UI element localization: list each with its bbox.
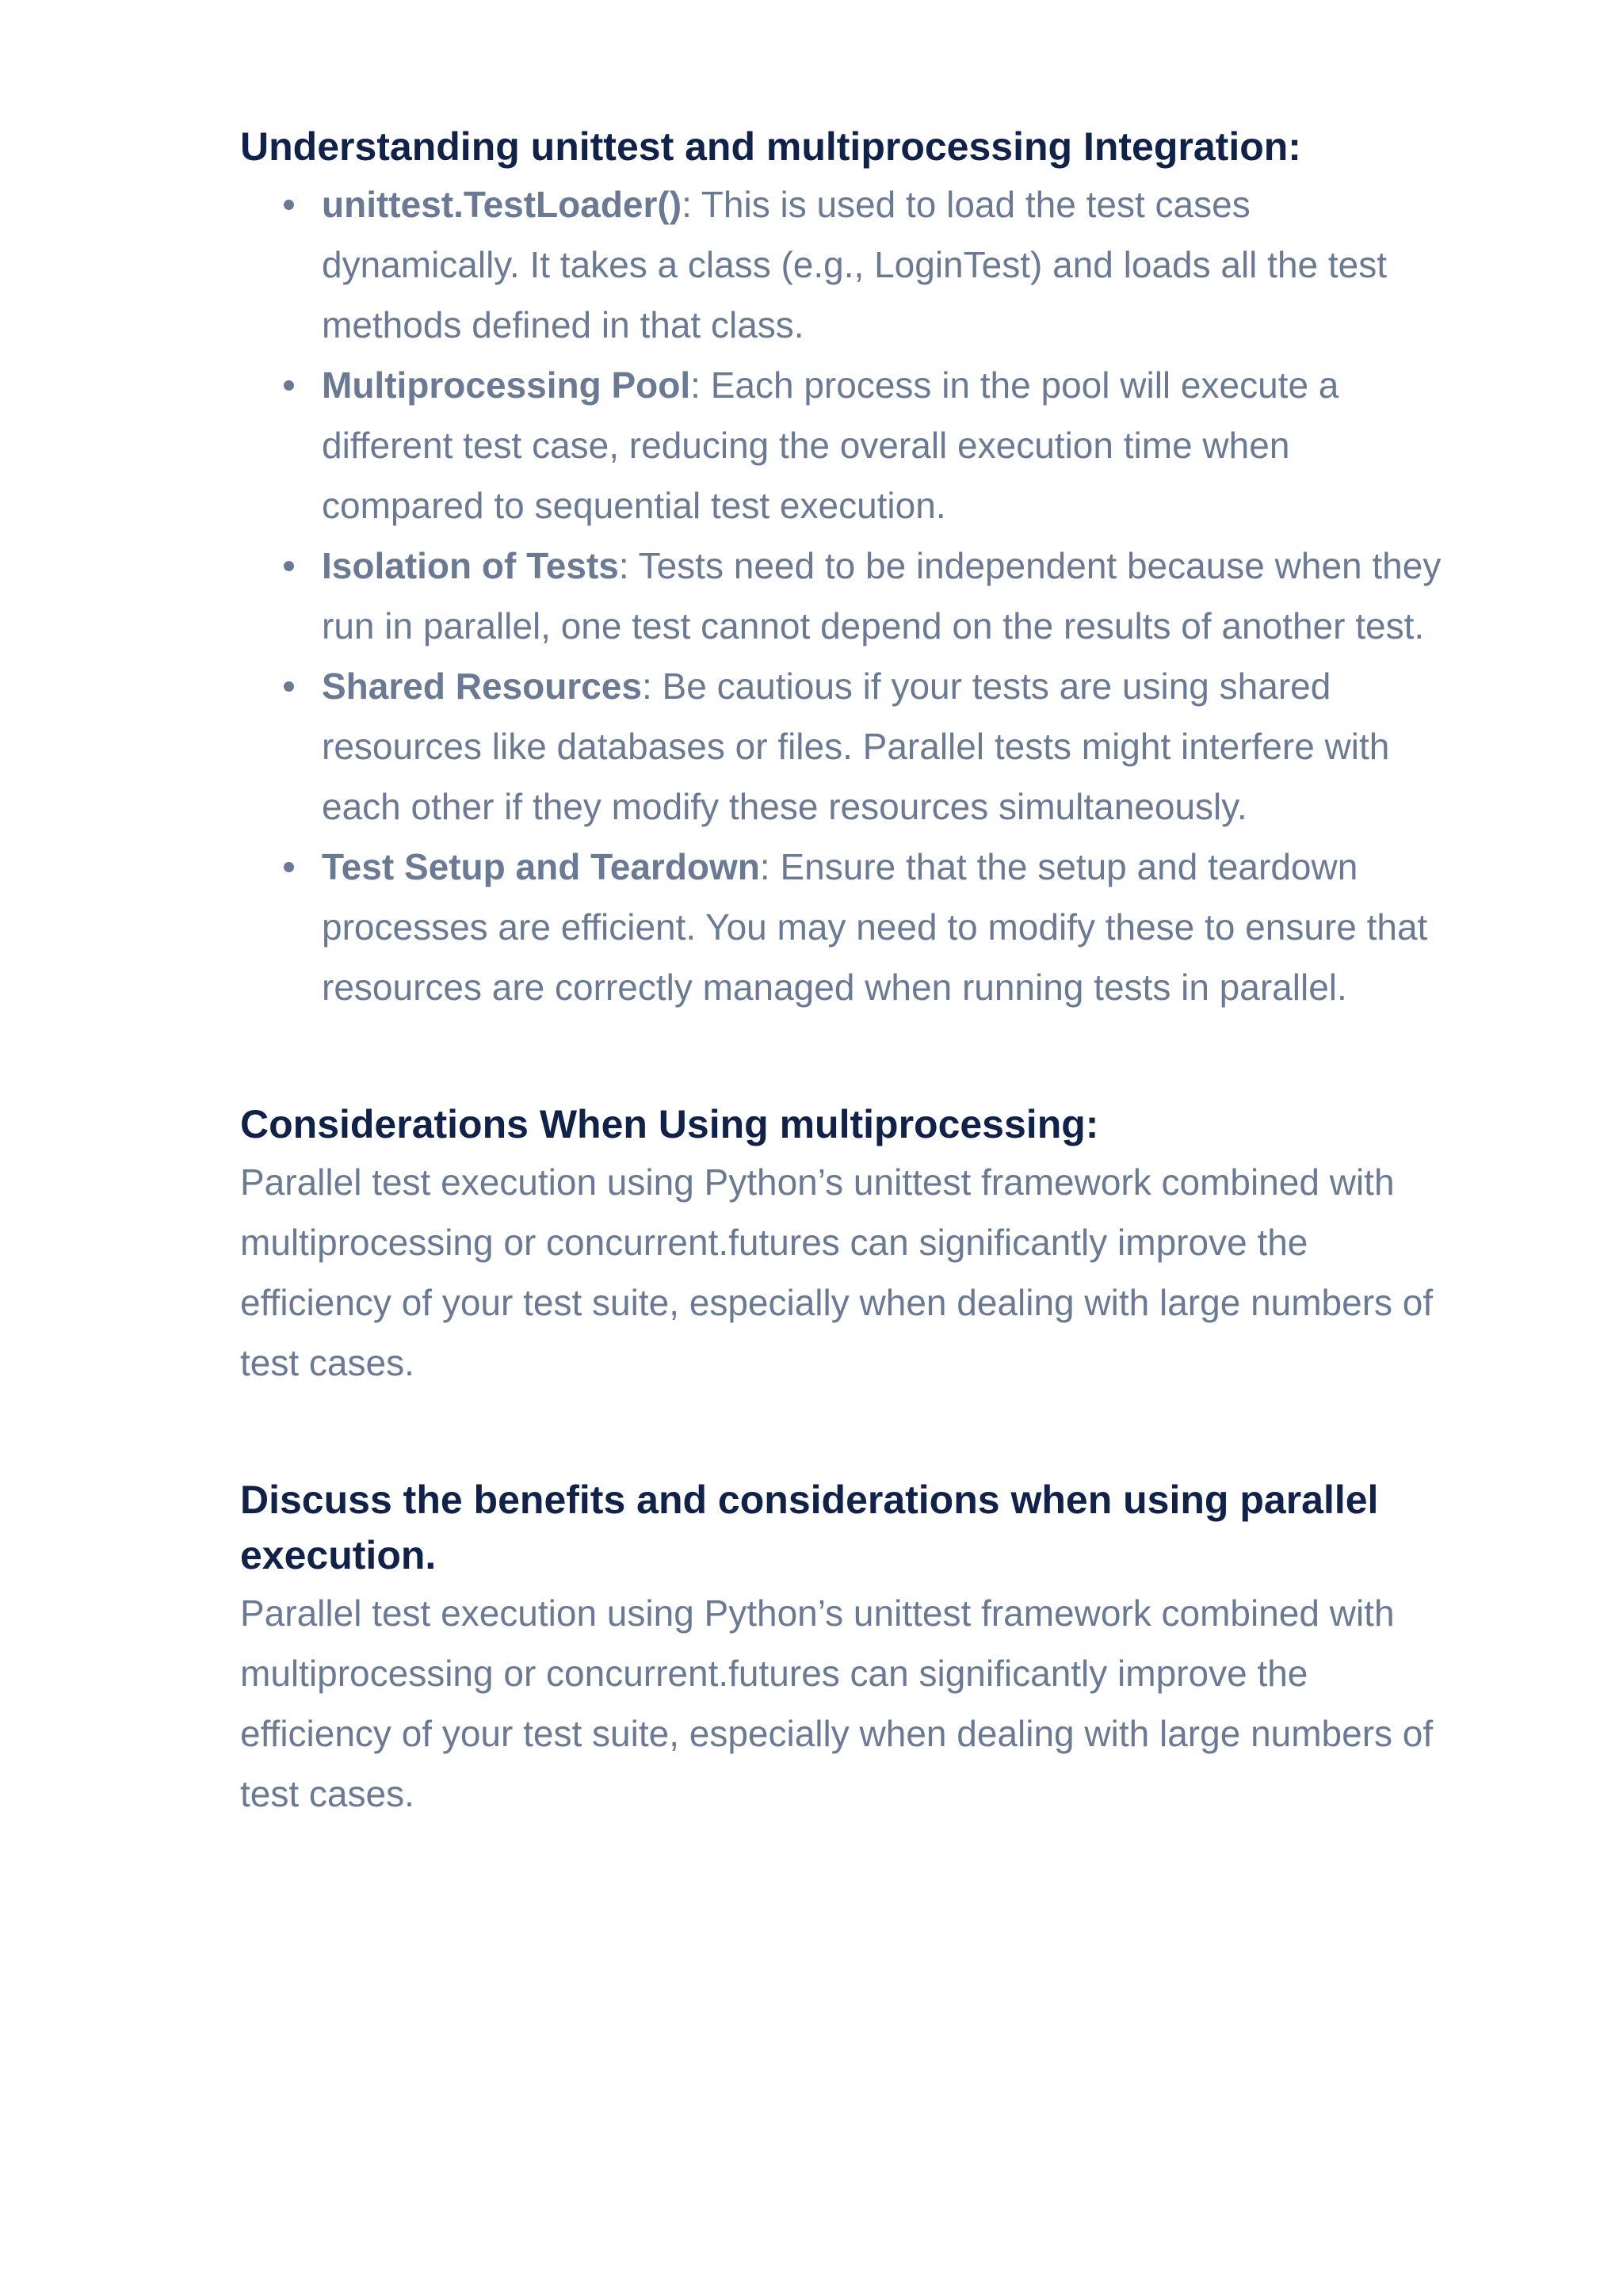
bullet-dot-icon (284, 862, 294, 872)
bullet-list-integration (240, 174, 1445, 536)
list-item-term: Multiprocessing Pool (322, 364, 691, 406)
section-heading-benefits: Discuss the benefits and considerations when using parallel execution. (240, 1478, 1379, 1577)
paragraph-considerations: Parallel test execution using Python’s unittest framework combined with multiprocessing or concurrent.futures can significantly improve the efficiency of your test suite, especially when dealing with large numbers of test cases. (240, 1161, 1434, 1383)
bullet-dot-icon (284, 200, 294, 210)
list-item-term: Test Setup and Teardown (322, 846, 760, 887)
list-item-term: Shared Resources (322, 666, 642, 707)
bullet-dot-icon (284, 681, 294, 692)
list-item (240, 656, 1445, 837)
bullet-list-considerations (240, 536, 1445, 1017)
list-item-text: : Be cautious if your tests are using shared resources like databases or files. Parallel tests might interfere with each other if they modify these resources simultaneously. (322, 666, 1390, 827)
list-item-text: : Ensure that the setup and teardown processes are efficient. You may need to modify these to ensure that resources are correctly managed when running tests in parallel. (322, 846, 1428, 1008)
list-item (240, 355, 1445, 536)
section-heading-considerations: Considerations When Using multiprocessing: (240, 1102, 1099, 1146)
list-item-text: : Each process in the pool will execute a different test case, reducing the overall execution time when compared to sequential test execution. (322, 364, 1339, 526)
paragraph-benefits: Parallel test execution using Python’s unittest framework combined with multiprocessing or concurrent.futures can significantly improve the efficiency of your test suite, especially when dealing with large numbers of test cases. (240, 1592, 1434, 1814)
section-heading-integration: Understanding unittest and multiprocessing Integration: (240, 124, 1301, 169)
bullet-dot-icon (284, 380, 294, 391)
list-item-text: : Tests need to be independent because when they run in parallel, one test cannot depend on the results of another test. (322, 545, 1442, 646)
list-item (240, 536, 1445, 656)
bullet-dot-icon (284, 561, 294, 571)
list-item-term: Isolation of Tests (322, 545, 619, 586)
list-item (240, 837, 1445, 1017)
article-content (240, 119, 1445, 1824)
list-item-term: unittest.TestLoader() (322, 184, 682, 225)
list-item-text: : This is used to load the test cases dynamically. It takes a class (e.g., LoginTest) and loads all the test methods defined in that class. (322, 184, 1388, 345)
list-item (240, 174, 1445, 355)
